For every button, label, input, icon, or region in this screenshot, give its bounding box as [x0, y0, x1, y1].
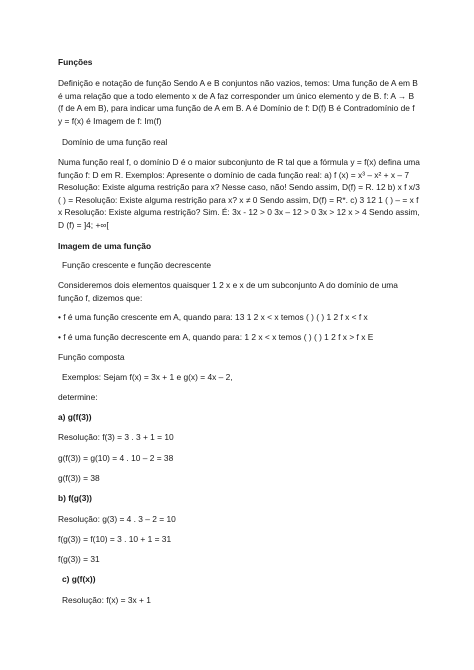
item-b-label: b) f(g(3))	[58, 493, 92, 503]
item-a-step1: Resolução: f(3) = 3 . 3 + 1 = 10	[58, 432, 174, 442]
page-title: Funções	[58, 57, 93, 67]
domain-heading: Domínio de uma função real	[62, 137, 168, 147]
item-b-step2: f(g(3)) = f(10) = 3 . 10 + 1 = 31	[58, 534, 172, 544]
definition-paragraph: Definição e notação de função Sendo A e B conjuntos não vazios, temos: Uma função de A em B é uma relação que a todo elemento x de A faz corresponder um único elemento y de B. f: A → B (f de A em B), para indicar uma função de A em B. A é Domínio de f: D(f) B é Contradomínio de f y = f(x) é Imagem de f: Im(f)	[58, 78, 418, 126]
decreasing-bullet: • f é uma função decrescente em A, quando para: 1 2 x < x temos ( ) ( ) 1 2 f x > f x E	[58, 332, 374, 342]
image-heading: Imagem de uma função	[58, 241, 152, 251]
item-c-step1: Resolução: f(x) = 3x + 1	[62, 595, 151, 605]
increasing-bullet: • f é uma função crescente em A, quando para: 13 1 2 x < x temos ( ) ( ) 1 2 f x < f x	[58, 312, 368, 322]
item-a-label: a) g(f(3))	[58, 412, 92, 422]
item-c-label: c) g(f(x))	[62, 574, 96, 584]
examples-line: Exemplos: Sejam f(x) = 3x + 1 e g(x) = 4x – 2,	[62, 372, 233, 382]
item-b-result: f(g(3)) = 31	[58, 554, 100, 564]
item-b-step1: Resolução: g(3) = 4 . 3 – 2 = 10	[58, 514, 176, 524]
item-a-result: g(f(3)) = 38	[58, 473, 100, 483]
monotonic-heading: Função crescente e função decrescente	[62, 260, 211, 270]
domain-paragraph: Numa função real f, o domínio D é o maior subconjunto de R tal que a fórmula y = f(x) defina uma função f: D em R. Exemplos: Apresente o domínio de cada função real: a) f (x) = x³ – x² + x – 7 Resolução: Existe alguma restrição para x? Nesse caso, não! Sendo assim, D(f) = R. 12 b) x f x/3 ( ) = Resolução: Existe alguma restrição para x? x ≠ 0 Sendo assim, D(f) = R*. c) 3 12 1 ( ) – = x f x Resolução: Existe alguma restrição? Sim. É: 3x - 12 > 0 3x – 12 > 0 3x > 12 x > 4 Sendo assim, D (f) = ]4; +∞[	[58, 157, 420, 230]
item-a-step2: g(f(3)) = g(10) = 4 . 10 – 2 = 38	[58, 453, 174, 463]
composite-heading: Função composta	[58, 352, 125, 362]
consider-paragraph: Consideremos dois elementos quaisquer 1 2 x e x de um subconjunto A do domínio de uma função f, dizemos que:	[58, 280, 398, 303]
determine-line: determine:	[58, 392, 98, 402]
